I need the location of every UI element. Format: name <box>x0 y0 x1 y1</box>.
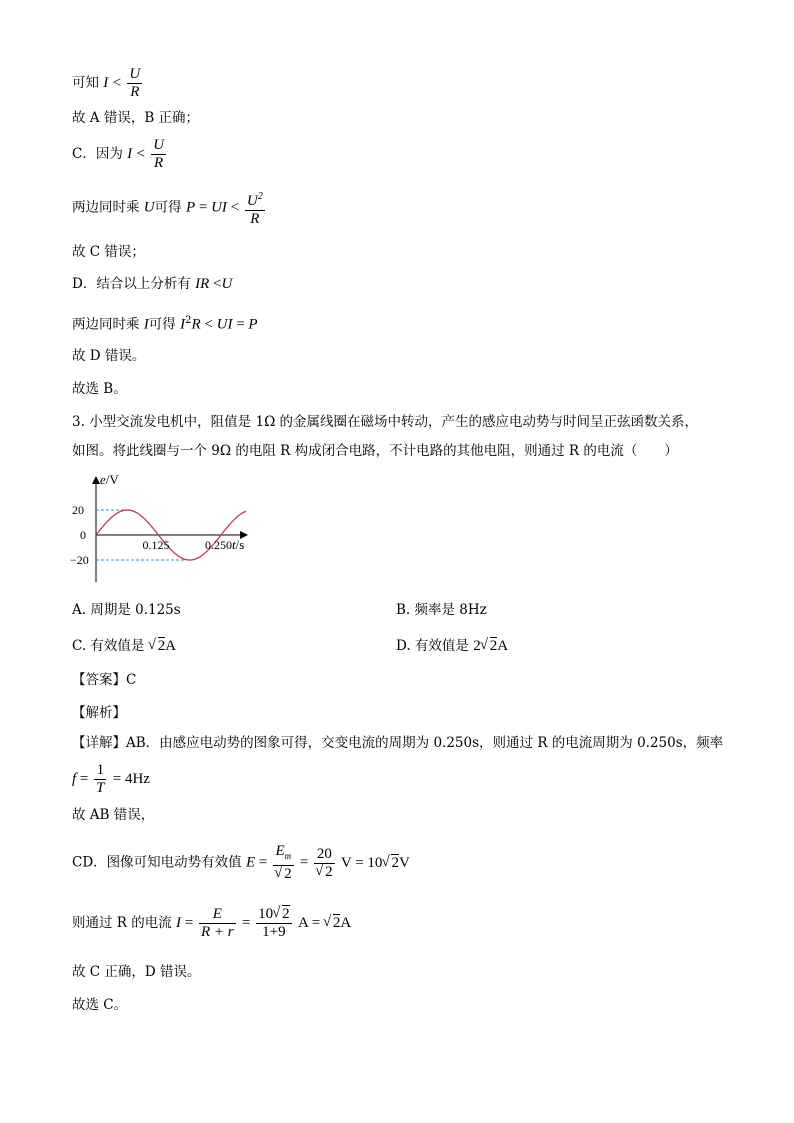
emf-time-chart <box>68 472 258 584</box>
line-d-analysis: D．结合以上分析有 IR <U <box>72 276 233 292</box>
line-ab-wrong: 故 AB 错误， <box>72 807 155 823</box>
option-d[interactable]: D. 有效值是 2√ 2A <box>396 634 508 655</box>
line-current-formula: 则通过 R 的电流 I = $\frac{E}{R + r}$ = $\frac{10√ 2}{1+9}$ A = √ 2A <box>72 906 351 941</box>
y-axis-label: e/V <box>100 472 119 487</box>
detail-line: 【详解】AB．由感应电动势的图象可得，交变电流的周期为 0.250s，则通过 R 的电流周期为 0.250s，频率 <box>72 735 724 751</box>
option-c[interactable]: C. 有效值是 √ 2A <box>72 634 176 655</box>
line-d-wrong: 故 D 错误。 <box>72 348 146 364</box>
question-3-line1: 3. 小型交流发电机中，阻值是 1Ω 的金属线圈在磁场中转动，产生的感应电动势与时间呈正弦函数关系， <box>72 414 699 430</box>
y-tick-label-20: 20 <box>72 503 84 517</box>
x-tick-label-0250: 0.250 <box>205 538 232 552</box>
line-c-because: C．因为 I < $\frac{U}{R}$ <box>72 137 165 171</box>
line-conclusion-i: 可知 I < $\frac{U}{R}$ <box>72 66 141 100</box>
frequency-formula: f = $\frac{1}{T}$ = 4Hz <box>72 762 150 796</box>
line-choose-c: 故选 C。 <box>72 997 128 1013</box>
line-effective-emf: CD．图像可知电动势有效值 E = $E_m$ √ 2 = 20 √ 2 V = 10√ 2V <box>72 843 410 883</box>
line-a-wrong: 故 A 错误，B 正确； <box>72 110 200 126</box>
x-tick-label-0125: 0.125 <box>142 538 170 552</box>
line-c-wrong: 故 C 错误； <box>72 244 145 260</box>
analysis-tag: 【解析】 <box>72 705 126 721</box>
line-multiply-u: 两边同时乘 U可得 P = UI < $\frac{U^2}{R}$ <box>72 188 267 228</box>
option-b[interactable]: B. 频率是 8Hz <box>396 602 487 618</box>
line-c-correct: 故 C 正确，D 错误。 <box>72 964 201 980</box>
line-choose-b: 故选 B。 <box>72 381 127 397</box>
y-tick-label-0: 0 <box>80 528 86 542</box>
option-a[interactable]: A. 周期是 0.125s <box>72 602 181 618</box>
line-multiply-i: 两边同时乘 I可得 $I^2R$ < UI = P <box>72 315 258 333</box>
answer-line: 【答案】C <box>72 672 137 688</box>
question-3-line2: 如图。将此线圈与一个 9Ω 的电阻 R 构成闭合电路，不计电路的其他电阻，则通过 R 的电流（ ） <box>72 443 678 459</box>
x-axis-label: t/s <box>232 537 245 552</box>
y-tick-label-neg20: −20 <box>70 553 89 567</box>
